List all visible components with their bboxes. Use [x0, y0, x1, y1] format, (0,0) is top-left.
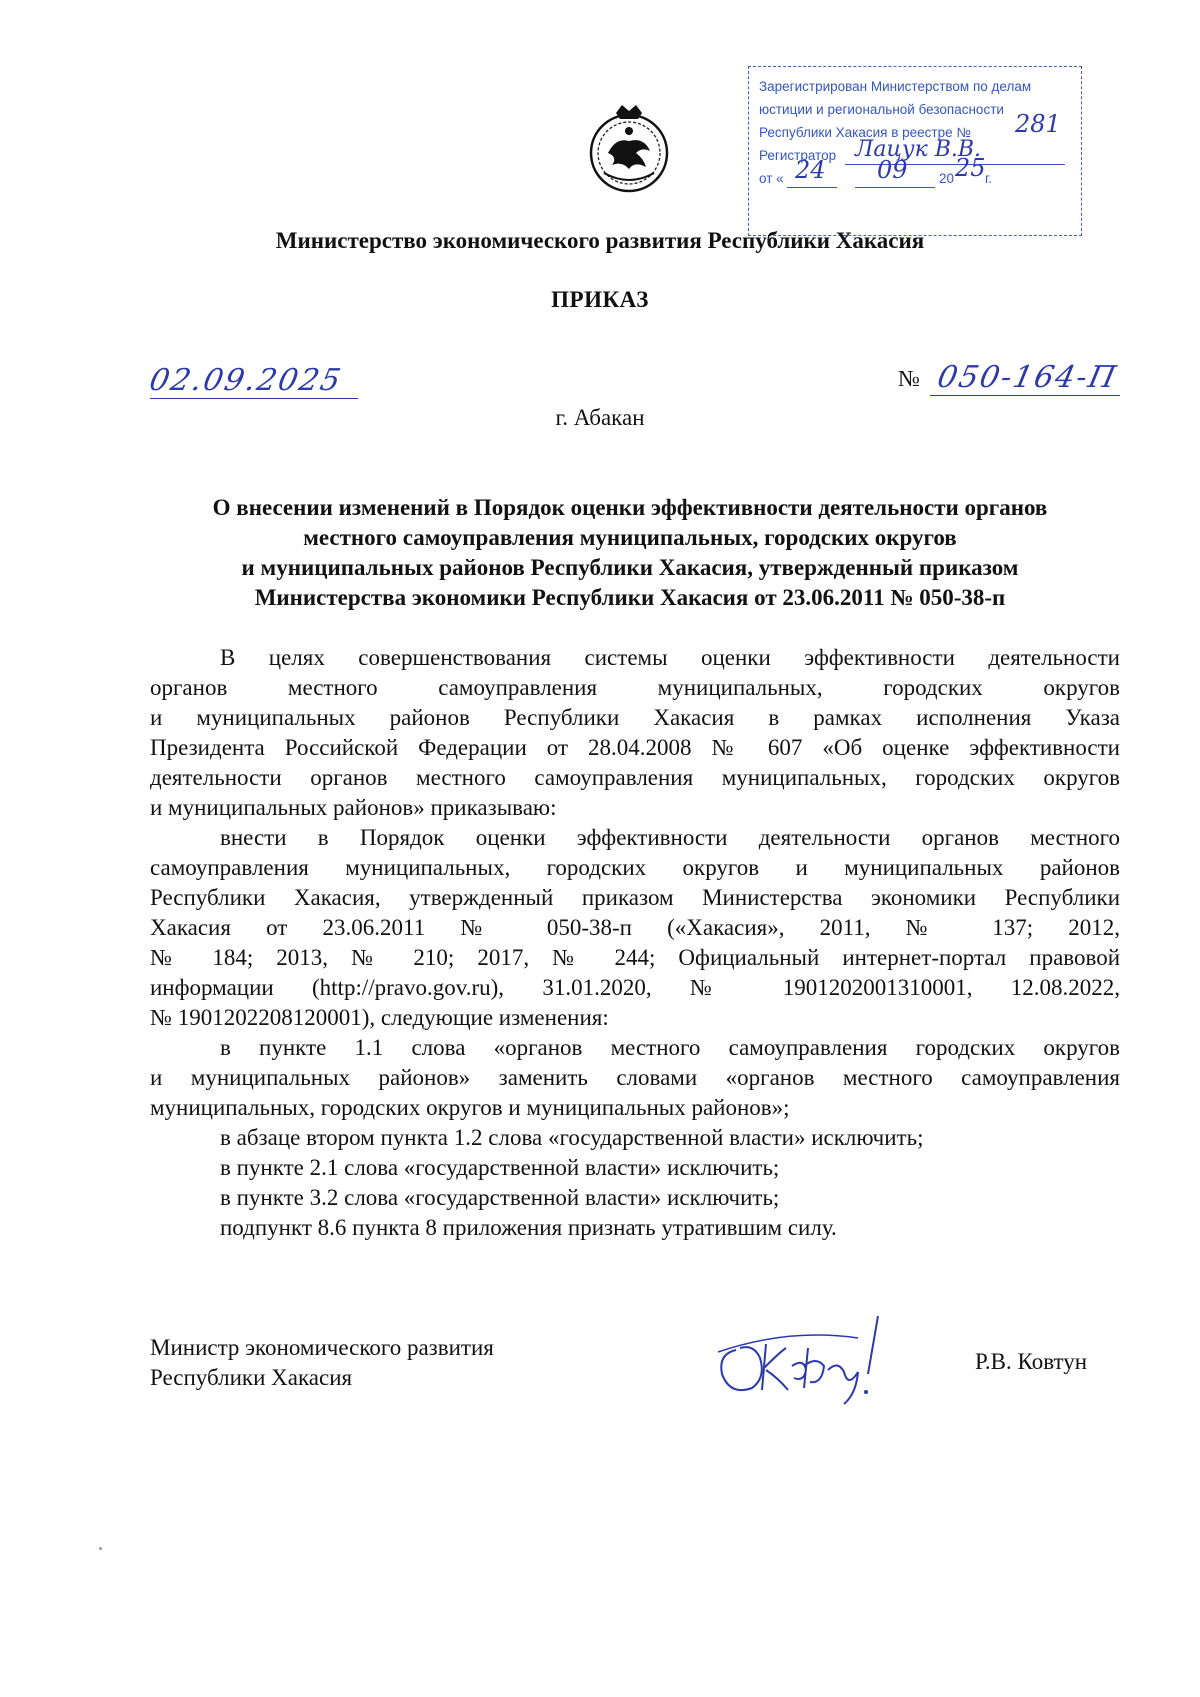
body-line: Хакасия от 23.06.2011 № 050-38-п («Хакасия», 2011, № 137; 2012,	[150, 915, 1120, 940]
document-body	[150, 643, 1120, 1243]
title-line: О внесении изменений в Порядок оценки эффективности деятельности органов	[212, 495, 1048, 520]
scan-speck	[99, 1547, 102, 1550]
body-line: подпункт 8.6 пункта 8 приложения признать утратившим силу.	[220, 1215, 837, 1240]
order-number: 050-164-П	[934, 360, 1121, 395]
date-underline	[150, 398, 358, 399]
handwritten-signature	[708, 1308, 908, 1418]
body-line: и муниципальных районов» заменить словами «органов местного самоуправления	[150, 1065, 1120, 1090]
registration-stamp	[748, 66, 1082, 236]
ministry-name: Министерство экономического развития Республики Хакасия	[275, 228, 925, 253]
body-line: самоуправления муниципальных, городских округов и муниципальных районов	[150, 855, 1120, 880]
stamp-date-prefix: от «	[759, 171, 784, 186]
coat-of-arms-emblem	[586, 103, 672, 195]
body-line: № 1901202208120001), следующие изменения:	[150, 1005, 609, 1030]
stamp-year-prefix: 20	[939, 171, 955, 186]
body-line: В целях совершенствования системы оценки эффективности деятельности	[220, 645, 1120, 670]
document-title	[140, 493, 1120, 613]
stamp-day: 24	[795, 156, 826, 184]
city: г. Абакан	[555, 405, 645, 430]
body-line: муниципальных, городских округов и муниципальных районов»;	[150, 1095, 790, 1120]
stamp-registrar-label: Регистратор	[759, 148, 837, 163]
stamp-year-suffix: г.	[985, 171, 993, 186]
stamp-reg-number: 281	[1015, 110, 1061, 138]
signatory-name: Р.В. Ковтун	[975, 1349, 1088, 1374]
position-line: Республики Хакасия	[150, 1365, 353, 1390]
title-line: местного самоуправления муниципальных, городских округов	[303, 525, 957, 550]
body-line: и муниципальных районов Республики Хакасия в рамках исполнения Указа	[150, 705, 1120, 730]
position-line: Министр экономического развития	[150, 1335, 494, 1360]
stamp-registrar-signature: Лацук В.В.	[855, 137, 982, 162]
body-line: информации (http://pravo.gov.ru), 31.01.2020, № 1901202001310001, 12.08.2022,	[150, 975, 1120, 1000]
body-line: деятельности органов местного самоуправления муниципальных, городских округов	[150, 765, 1120, 790]
body-line: Президента Российской Федерации от 28.04.2008 № 607 «Об оценке эффективности	[150, 735, 1120, 760]
stamp-line-2: юстиции и региональной безопасности	[759, 102, 1004, 117]
number-underline	[930, 395, 1120, 396]
order-date: 02.09.2025	[146, 363, 346, 398]
body-line: в пункте 2.1 слова «государственной власти» исключить;	[220, 1155, 780, 1180]
order-title: ПРИКАЗ	[551, 287, 649, 312]
body-line: внести в Порядок оценки эффективности деятельности органов местного	[220, 825, 1120, 850]
stamp-year: 25	[955, 154, 986, 182]
body-line: № 184; 2013, № 210; 2017, № 244; Официальный интернет-портал правовой	[150, 945, 1120, 970]
stamp-month: 09	[877, 156, 908, 184]
body-line: в абзаце втором пункта 1.2 слова «государственной власти» исключить;	[220, 1125, 924, 1150]
title-line: Министерства экономики Республики Хакасия от 23.06.2011 № 050-38-п	[254, 585, 1006, 610]
body-line: в пункте 3.2 слова «государственной власти» исключить;	[220, 1185, 780, 1210]
title-line: и муниципальных районов Республики Хакасия, утвержденный приказом	[241, 555, 1019, 580]
body-line: в пункте 1.1 слова «органов местного самоуправления городских округов	[220, 1035, 1120, 1060]
stamp-registry-label: Республики Хакасия в реестре №	[759, 125, 971, 140]
number-sign: №	[898, 366, 920, 391]
stamp-line-1: Зарегистрирован Министерством по делам	[759, 79, 1032, 94]
signatory-position	[150, 1333, 494, 1393]
body-line: и муниципальных районов» приказываю:	[150, 795, 557, 820]
body-line: Республики Хакасия, утвержденный приказом Министерства экономики Республики	[150, 885, 1120, 910]
body-line: органов местного самоуправления муниципальных, городских округов	[150, 675, 1120, 700]
